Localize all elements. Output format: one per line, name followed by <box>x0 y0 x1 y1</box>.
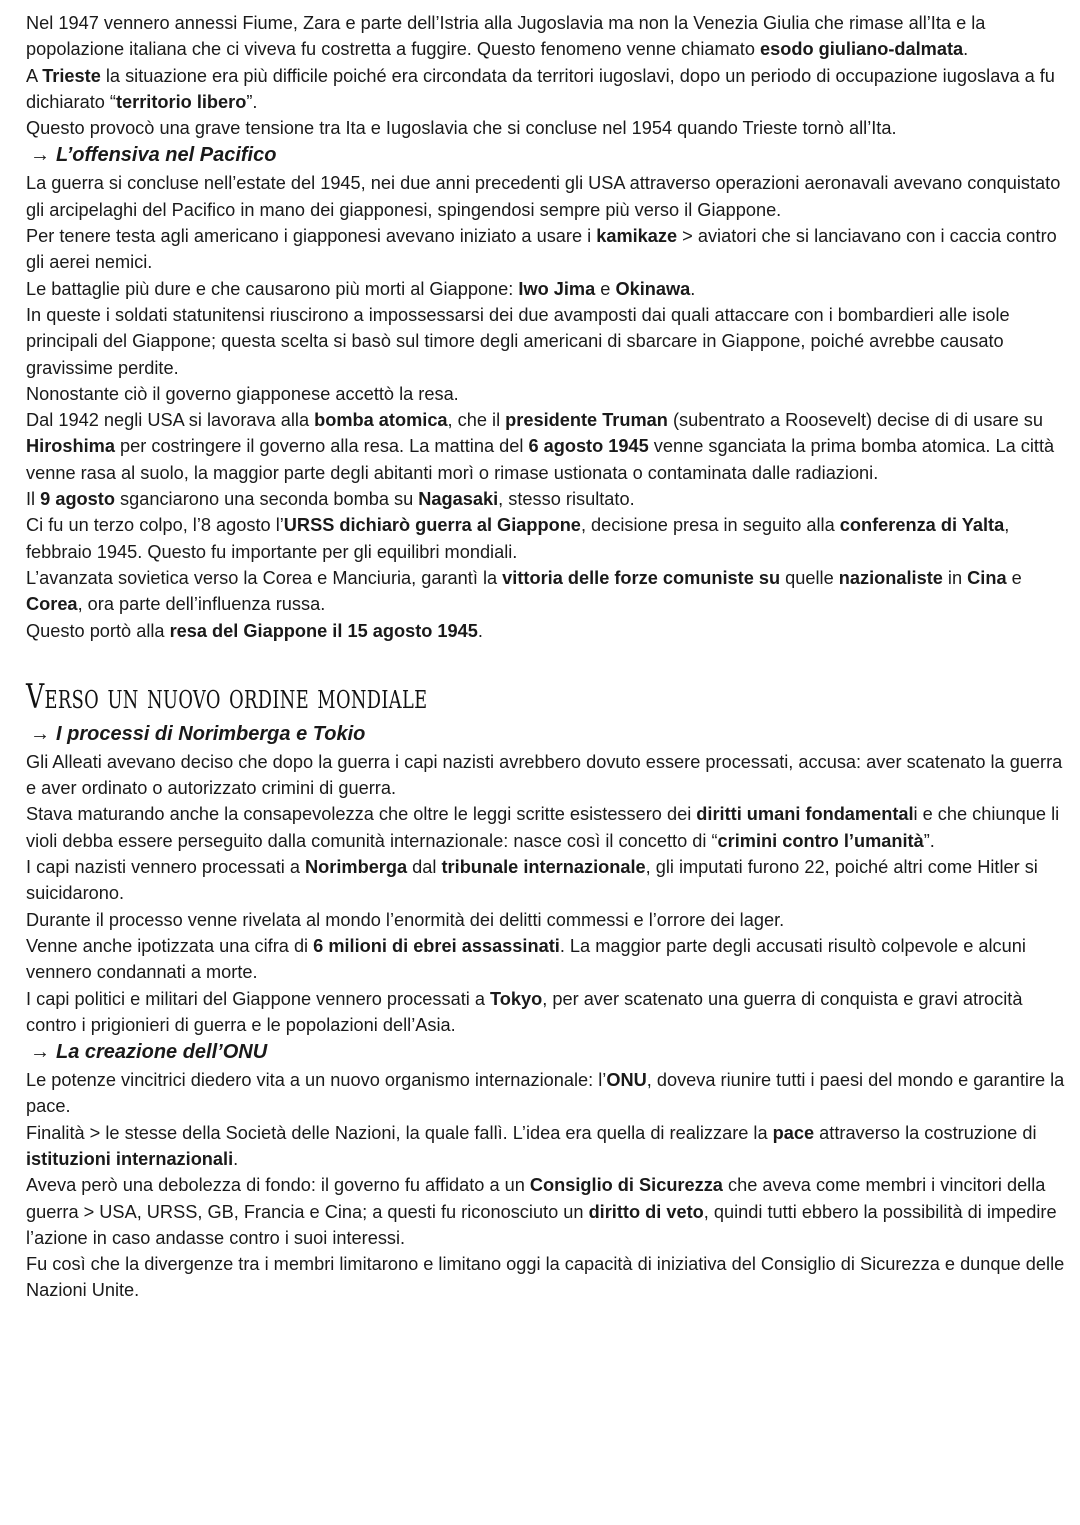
arrow-icon: → <box>30 1041 50 1064</box>
bold-text: Consiglio di Sicurezza <box>529 1175 723 1196</box>
text-run: che aveva come membri i vincitori della guerra > USA, URSS, GB, Francia e Cina; a questi fu riconosciuto un <box>26 1175 1046 1222</box>
bold-text: resa del Giappone il 15 agosto 1945 <box>169 620 478 641</box>
paragraph <box>26 276 1066 302</box>
section-processi <box>26 749 1066 1038</box>
text-run: , decisione presa in seguito alla <box>580 515 840 536</box>
text-run: , ora parte dell’influenza russa. <box>77 594 326 615</box>
text-run: In queste i soldati statunitensi riuscirono a impossessarsi dei due avamposti dai quali attaccare con i bombardieri alle isole principali del Giappone; questa scelta si basò sul timore degli americani di sbarcare in Giappone, poiché avrebbe causato gravissime perdite. <box>26 304 1010 378</box>
bold-text: Corea <box>26 594 78 615</box>
bold-text: bomba atomica <box>314 410 448 431</box>
paragraph <box>26 907 1066 933</box>
text-run: (subentrato a Roosevelt) decise di di usare su <box>667 410 1043 431</box>
bold-text: Tokyo <box>490 988 543 1009</box>
text-run: ”. <box>923 830 935 851</box>
text-run: . La maggior parte degli accusati risultò colpevole e alcuni vennero condannati a morte. <box>26 935 1026 983</box>
bold-text: kamikaze <box>596 226 678 247</box>
paragraph-esodo <box>26 10 1066 63</box>
spacer <box>26 644 1066 674</box>
heading-text: L’offensiva nel Pacifico <box>56 144 277 167</box>
heading-offensiva-pacifico <box>26 141 1066 170</box>
bold-text: Trieste <box>42 65 101 86</box>
text-run: quelle <box>780 567 839 588</box>
document-body <box>26 10 1066 1304</box>
paragraph <box>26 618 1066 644</box>
text-run: Gli Alleati avevano deciso che dopo la guerra i capi nazisti avrebbero dovuto essere processati, accusa: aver scatenato la guerra e aver ordinato o autorizzato crimini di guerra. <box>26 751 1063 799</box>
paragraph <box>26 302 1066 381</box>
text-run: Il <box>26 489 41 510</box>
text-run: Questo provocò una grave tensione tra Ita e Iugoslavia che si concluse nel 1954 quando Trieste tornò all’Ita. <box>26 118 897 139</box>
text-run: Per tenere testa agli americano i giapponesi avevano iniziato a usare i <box>26 226 597 247</box>
text-run: , stesso risultato. <box>498 489 635 510</box>
paragraph <box>26 986 1066 1039</box>
bold-text: Nagasaki <box>418 489 499 510</box>
bold-text: diritto di veto <box>588 1201 704 1222</box>
bold-text: 6 milioni di ebrei assassinati <box>313 935 560 956</box>
heading-text: I processi di Norimberga e Tokio <box>56 722 366 745</box>
paragraph <box>26 1251 1066 1304</box>
text-run: , gli imputati furono 22, poiché altri come Hitler si suicidarono. <box>26 857 1038 904</box>
text-run: venne sganciata la prima bomba atomica. La città venne rasa al suolo, la maggior parte degli abitanti morì o rimase ustionata o contaminata dalle radiazioni. <box>26 436 1055 483</box>
bold-text: Cina <box>967 567 1007 588</box>
text-run: Stava maturando anche la consapevolezza che oltre le leggi scritte esistessero dei <box>26 804 697 825</box>
text-run: Durante il processo venne rivelata al mondo l’enormità dei delitti commessi e l’orrore dei lager. <box>26 909 785 930</box>
text-run: . <box>233 1148 239 1169</box>
text-run: > aviatori che si lanciavano con i caccia contro gli aerei nemici. <box>26 226 1057 273</box>
heading-onu <box>26 1038 1066 1067</box>
text-run: per costringere il governo alla resa. La mattina del <box>114 436 529 457</box>
paragraph <box>26 1120 1066 1173</box>
text-run: I capi politici e militari del Giappone vennero processati a <box>26 988 491 1009</box>
text-run: La guerra si concluse nell’estate del 1945, nei due anni precedenti gli USA attraverso operazioni aeronavali avevano conquistato gli arcipelaghi del Pacifico in mano dei giapponesi, spingendosi sempre più verso il Giappone. <box>26 173 1061 220</box>
section-onu <box>26 1067 1066 1304</box>
text-run: Nel 1947 vennero annessi Fiume, Zara e parte dell’Istria alla Jugoslavia ma non la Venezia Giulia che rimase all’Ita e la popolazione italiana che ci viveva fu costretta a fuggire. Questo fenomeno venne chiamato <box>26 13 986 60</box>
text-run: Le battaglie più dure e che causarono più morti al Giappone: <box>26 278 519 299</box>
text-run: dal <box>407 857 442 878</box>
bold-text: istituzioni internazionali <box>26 1148 234 1169</box>
text-run: I capi nazisti vennero processati a <box>26 857 306 878</box>
text-run: ”. <box>246 91 258 112</box>
bold-text: 9 agosto <box>40 489 115 510</box>
arrow-icon: → <box>30 722 50 745</box>
bold-text: diritti umani fondamental <box>696 804 914 825</box>
text-run: Venne anche ipotizzata una cifra di <box>26 935 314 956</box>
bold-text: nazionaliste <box>838 567 943 588</box>
text-run: attraverso la costruzione di <box>814 1122 1037 1143</box>
paragraph <box>26 801 1066 854</box>
heading-processi <box>26 720 1066 749</box>
bold-text: URSS dichiarò guerra al Giappone <box>283 515 581 536</box>
bold-text: crimini contro l’umanità <box>717 830 924 851</box>
text-run: Finalità > le stesse della Società delle Nazioni, la quale fallì. L’idea era quella di realizzare la <box>26 1122 773 1143</box>
bold-text: Iwo Jima <box>518 278 596 299</box>
paragraph-tensione <box>26 115 1066 141</box>
heading-text: La creazione dell’ONU <box>56 1041 268 1064</box>
text-run: Le potenze vincitrici diedero vita a un nuovo organismo internazionale: l’ <box>26 1070 607 1091</box>
paragraph <box>26 933 1066 986</box>
arrow-icon: → <box>30 144 50 167</box>
paragraph <box>26 1067 1066 1120</box>
text-run: Questo portò alla <box>26 620 170 641</box>
bold-text: pace <box>772 1122 815 1143</box>
paragraph-trieste <box>26 63 1066 116</box>
text-run: L’avanzata sovietica verso la Corea e Manciuria, garantì la <box>26 567 503 588</box>
chapter-title: Verso un nuovo ordine mondiale <box>26 676 428 717</box>
bold-text: territorio libero <box>115 91 247 112</box>
bold-text: tribunale internazionale <box>441 857 646 878</box>
text-run: la situazione era più difficile poiché era circondata da territori iugoslavi, dopo un periodo di occupazione iugoslava a fu dichiarato “ <box>26 65 1055 112</box>
bold-text: presidente Truman <box>505 410 668 431</box>
paragraph <box>26 486 1066 512</box>
bold-text: ONU <box>606 1070 647 1091</box>
paragraph <box>26 854 1066 907</box>
bold-text: esodo giuliano-dalmata <box>760 39 964 60</box>
text-run: , doveva riunire tutti i paesi del mondo e garantire la pace. <box>26 1070 1065 1117</box>
bold-text: 6 agosto 1945 <box>528 436 649 457</box>
text-run: Dal 1942 negli USA si lavorava alla <box>26 410 315 431</box>
text-run: e <box>1006 567 1022 588</box>
bold-text: vittoria delle forze comuniste su <box>502 567 781 588</box>
text-run: sganciarono una seconda bomba su <box>114 489 419 510</box>
paragraph <box>26 407 1066 486</box>
paragraph <box>26 1172 1066 1251</box>
bold-text: Hiroshima <box>26 436 115 457</box>
bold-text: Norimberga <box>305 857 408 878</box>
paragraph <box>26 565 1066 618</box>
text-run: . <box>963 39 969 60</box>
text-run: Fu così che la divergenze tra i membri limitarono e limitano oggi la capacità di iniziativa del Consiglio di Sicurezza e dunque delle Nazioni Unite. <box>26 1254 1065 1301</box>
text-run: A <box>26 65 43 86</box>
text-run: , per aver scatenato una guerra di conquista e gravi atrocità contro i prigionieri di guerra e le popolazioni dell’Asia. <box>26 988 1023 1035</box>
text-run: i e che chiunque li violi debba essere perseguito dalla comunità internazionale: nasce così il concetto di “ <box>26 804 1060 851</box>
text-run: , che il <box>447 410 506 431</box>
bold-text: Okinawa <box>615 278 691 299</box>
text-run: . <box>477 620 483 641</box>
paragraph <box>26 749 1066 802</box>
paragraph <box>26 381 1066 407</box>
text-run: Nonostante ciò il governo giapponese accettò la resa. <box>26 383 459 404</box>
text-run: , febbraio 1945. Questo fu importante per gli equilibri mondiali. <box>26 515 1010 562</box>
paragraph <box>26 170 1066 223</box>
text-run: , quindi tutti ebbero la possibilità di impedire l’azione in caso andasse contro i suoi interessi. <box>26 1201 1057 1248</box>
text-run: Aveva però una debolezza di fondo: il governo fu affidato a un <box>26 1175 530 1196</box>
bold-text: conferenza di Yalta <box>839 515 1005 536</box>
paragraph <box>26 223 1066 276</box>
text-run: e <box>595 278 616 299</box>
text-run: in <box>942 567 968 588</box>
text-run: . <box>690 278 696 299</box>
paragraph <box>26 512 1066 565</box>
text-run: Ci fu un terzo colpo, l’8 agosto l’ <box>26 515 284 536</box>
section-pacifico <box>26 170 1066 643</box>
